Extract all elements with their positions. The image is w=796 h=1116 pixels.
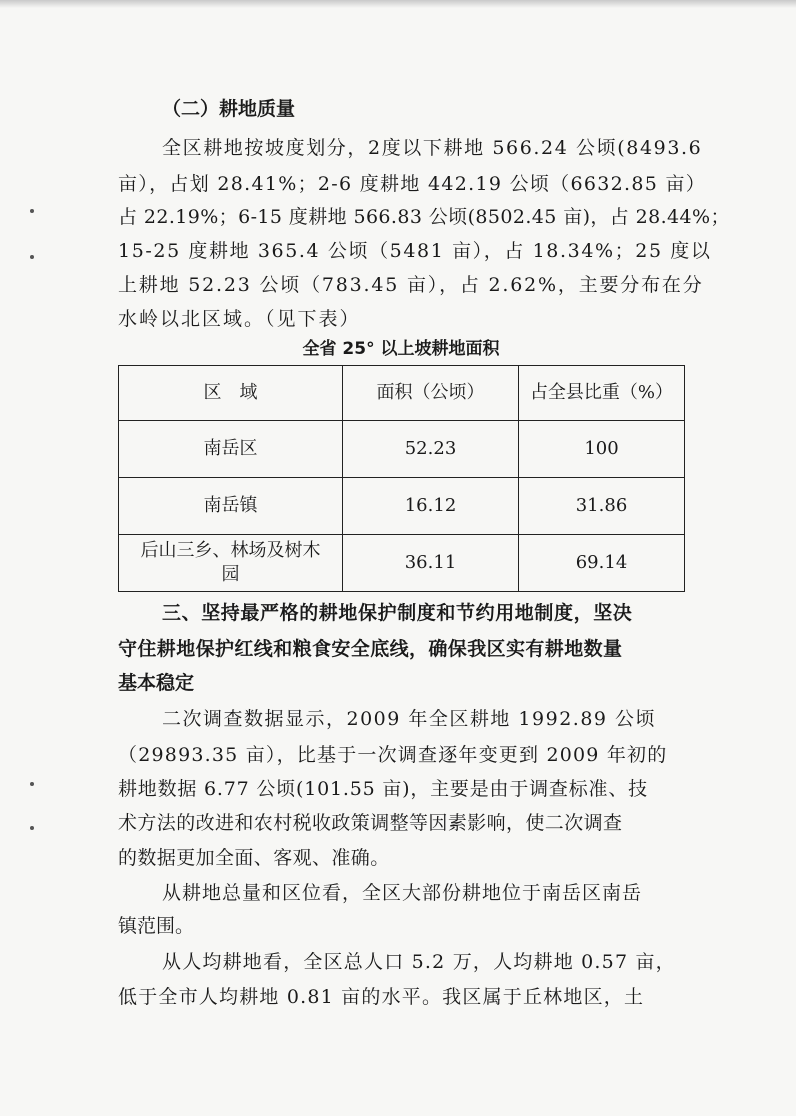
paragraph-line: 上耕地 52.23 公顷（783.45 亩），占 2.62%，主要分布在分	[118, 274, 704, 296]
paragraph-line: 术方法的改进和农村税收政策调整等因素影响，使二次调查	[118, 812, 623, 834]
cell-area: 36.11	[343, 535, 519, 592]
paragraph-line: 水岭以北区域。（见下表）	[118, 308, 361, 330]
cell-share: 69.14	[519, 535, 685, 592]
paragraph-line: 低于全市人均耕地 0.81 亩的水平。我区属于丘林地区，土	[118, 986, 645, 1008]
section-heading-line: 守住耕地保护红线和粮食安全底线，确保我区实有耕地数量	[118, 638, 623, 660]
table-row	[119, 421, 685, 478]
paragraph-line: 二次调查数据显示，2009 年全区耕地 1992.89 公顷	[162, 708, 657, 730]
cell-region: 南岳区	[119, 421, 343, 478]
paragraph-line: 亩），占划 28.41%；2-6 度耕地 442.19 公顷（6632.85 亩）	[118, 173, 707, 195]
table-row	[119, 478, 685, 535]
paragraph-line: 全区耕地按坡度划分，2度以下耕地 566.24 公顷(8493.6	[162, 137, 703, 159]
scan-top-edge	[0, 0, 796, 8]
cell-region: 后山三乡、林场及树木园	[119, 535, 343, 592]
header-share: 占全县比重（%）	[519, 366, 685, 421]
paragraph-line: 的数据更加全面、客观、准确。	[118, 847, 390, 869]
section-heading-line: 基本稳定	[118, 672, 195, 694]
paragraph-line: 从耕地总量和区位看，全区大部份耕地位于南岳区南岳	[162, 882, 643, 904]
paragraph-line: 从人均耕地看，全区总人口 5.2 万，人均耕地 0.57 亩，	[162, 951, 676, 973]
header-region: 区 域	[119, 366, 343, 421]
paragraph-line: 占 22.19%；6-15 度耕地 566.83 公顷(8502.45 亩)，占 28.44%；	[118, 206, 730, 228]
paragraph-line: 15-25 度耕地 365.4 公顷（5481 亩），占 18.34%；25 度以	[118, 240, 712, 262]
paragraph-line: 镇范围。	[118, 915, 195, 937]
header-area: 面积（公顷）	[343, 366, 519, 421]
section-title: （二）耕地质量	[162, 98, 296, 120]
table-caption: 全省 25° 以上坡耕地面积	[302, 339, 500, 359]
cell-share: 100	[519, 421, 685, 478]
scan-mark	[30, 255, 34, 259]
scan-mark	[30, 209, 34, 213]
cell-share: 31.86	[519, 478, 685, 535]
table-header-row	[119, 366, 685, 421]
slope-area-table	[118, 365, 685, 592]
cell-area: 52.23	[343, 421, 519, 478]
section-heading-line: 三、坚持最严格的耕地保护制度和节约用地制度，坚决	[162, 602, 633, 624]
paragraph-line: 耕地数据 6.77 公顷(101.55 亩)，主要是由于调查标准、技	[118, 778, 648, 800]
paragraph-line: （29893.35 亩），比基于一次调查逐年变更到 2009 年初的	[118, 744, 668, 766]
scan-mark	[30, 782, 34, 786]
scan-mark	[30, 826, 34, 830]
cell-area: 16.12	[343, 478, 519, 535]
table-row	[119, 535, 685, 592]
cell-region: 南岳镇	[119, 478, 343, 535]
